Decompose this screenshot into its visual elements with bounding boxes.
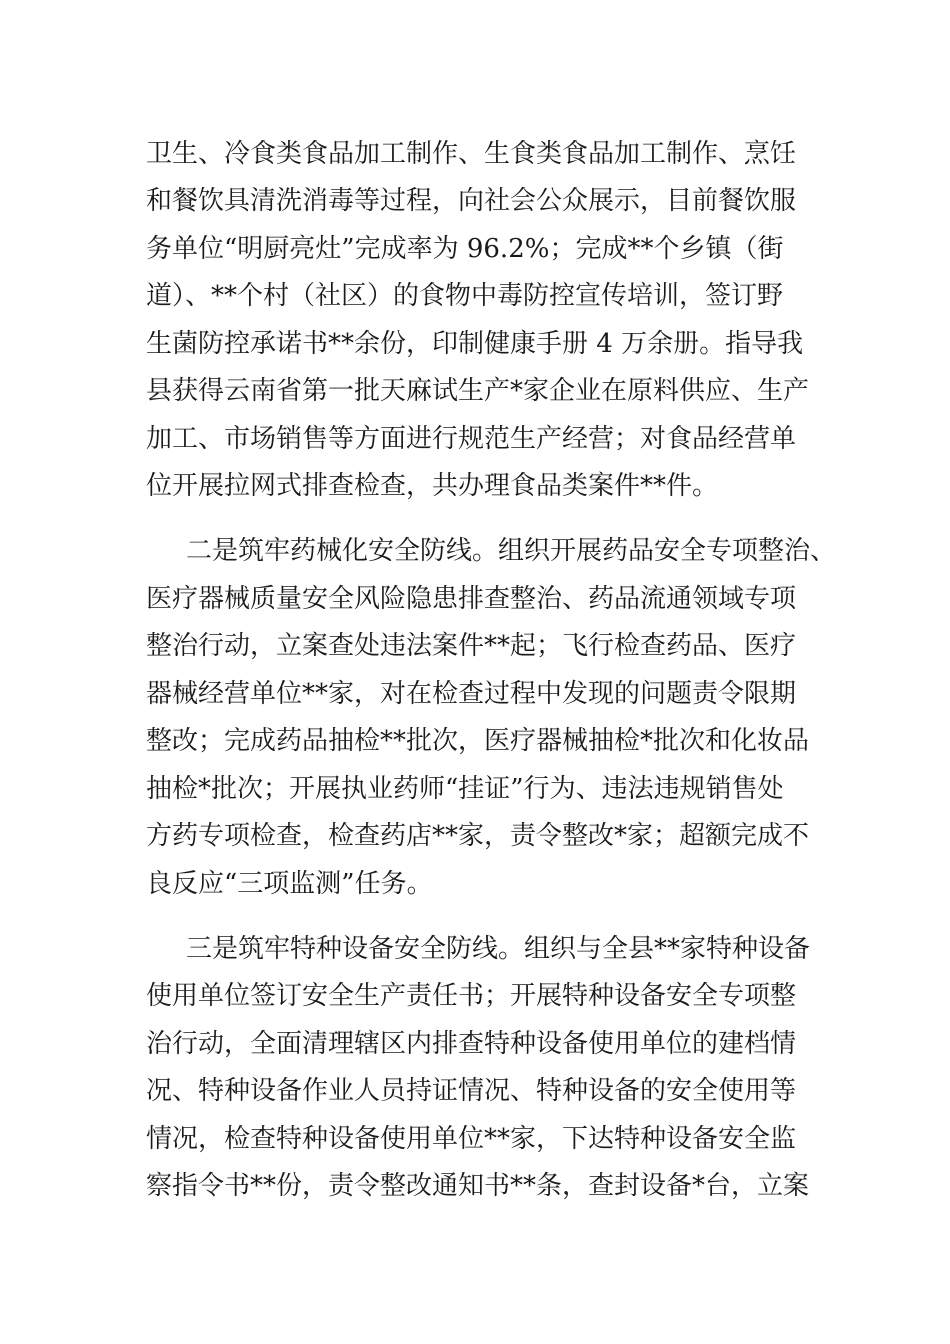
text-line: 察指令书**份，责令整改通知书**条，查封设备*台，立案 [146, 1171, 810, 1201]
text-line: 器械经营单位**家，对在检查过程中发现的问题责令限期 [146, 679, 797, 709]
text-line: 使用单位签订安全生产责任书；开展特种设备安全专项整 [146, 981, 797, 1011]
paragraph-heading-line: 二是筑牢药械化安全防线。组织开展药品安全专项整治、 [186, 536, 837, 566]
text-line: 和餐饮具清洗消毒等过程，向社会公众展示，目前餐饮服 [146, 186, 797, 216]
text-line: 医疗器械质量安全风险隐患排查整治、药品流通领域专项 [146, 584, 797, 614]
text-line: 务单位“明厨亮灶”完成率为 96.2%；完成**个乡镇（街 [146, 234, 784, 264]
text-line: 方药专项检查，检查药店**家，责令整改*家；超额完成不 [146, 821, 810, 851]
text-line: 生菌防控承诺书**余份，印制健康手册 4 万余册。指导我 [146, 329, 804, 359]
text-line: 县获得云南省第一批天麻试生产*家企业在原料供应、生产 [146, 376, 810, 406]
text-line: 良反应“三项监测”任务。 [146, 869, 433, 899]
text-line: 卫生、冷食类食品加工制作、生食类食品加工制作、烹饪 [146, 139, 797, 169]
paragraph-heading-line: 三是筑牢特种设备安全防线。组织与全县**家特种设备 [186, 934, 811, 964]
text-line: 情况，检查特种设备使用单位**家，下达特种设备安全监 [146, 1124, 797, 1154]
text-line: 抽检*批次；开展执业药师“挂证”行为、违法违规销售处 [146, 774, 784, 804]
text-line: 加工、市场销售等方面进行规范生产经营；对食品经营单 [146, 424, 797, 454]
text-line: 整治行动，立案查处违法案件**起；飞行检查药品、医疗 [146, 631, 797, 661]
text-line: 治行动，全面清理辖区内排查特种设备使用单位的建档情 [146, 1029, 797, 1059]
text-line: 位开展拉网式排查检查，共办理食品类案件**件。 [146, 471, 719, 501]
text-line: 况、特种设备作业人员持证情况、特种设备的安全使用等 [146, 1076, 797, 1106]
text-line: 道）、**个村（社区）的食物中毒防控宣传培训，签订野 [146, 281, 784, 311]
text-line: 整改；完成药品抽检**批次，医疗器械抽检*批次和化妆品 [146, 726, 810, 756]
